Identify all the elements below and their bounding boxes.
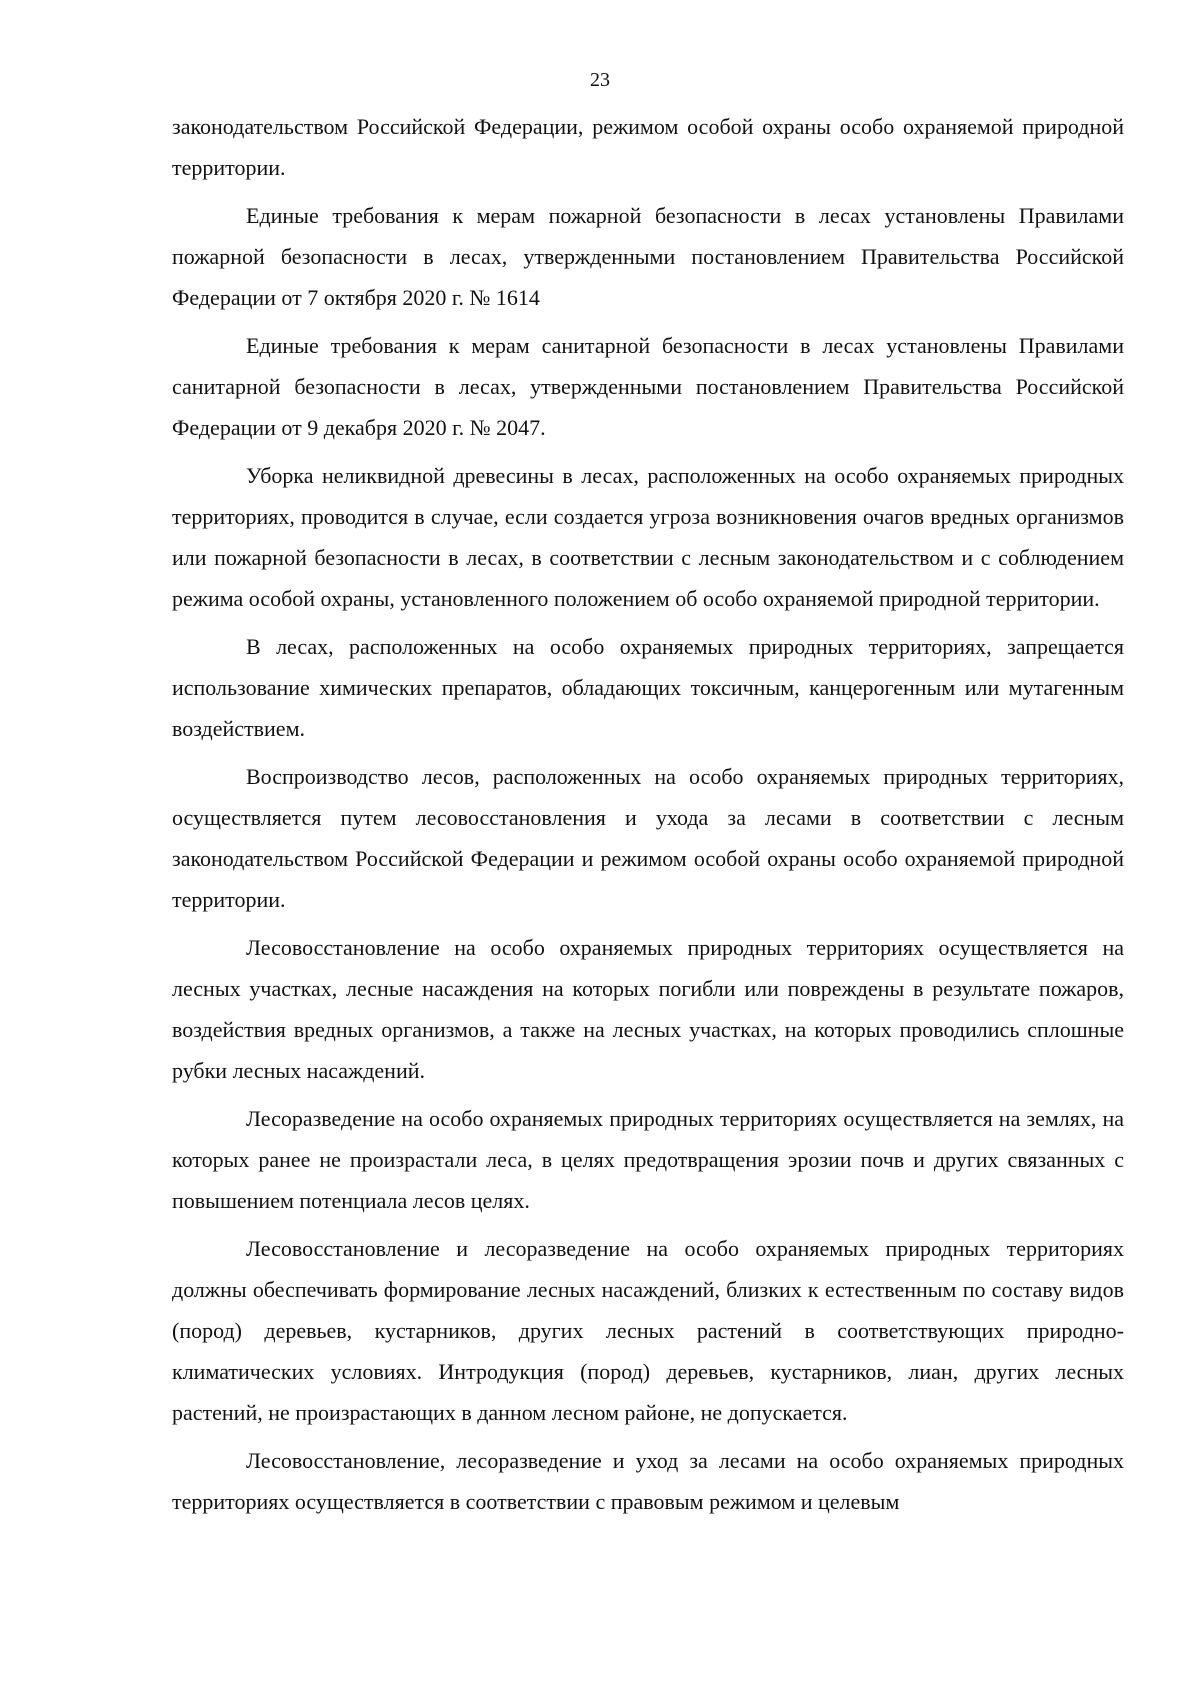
paragraph-fire-safety: Единые требования к мерам пожарной безопасности в лесах установлены Правилами пожарной безопасности в лесах, утвержденными постановлением Правительства Российской Федерации от 7 октября 2020 г. № 1614 xyxy=(172,203,1124,310)
paragraph-reforestation: Лесовосстановление на особо охраняемых природных территориях осуществляется на лесных участках, лесные насаждения на которых погибли или повреждены в результате пожаров, воздействия вредных организмов, а также на лесных участках, на которых проводились сплошные рубки лесных насаждений. xyxy=(172,935,1124,1083)
paragraph-chemicals-ban: В лесах, расположенных на особо охраняемых природных территориях, запрещается использование химических препаратов, обладающих токсичным, канцерогенным или мутагенным воздействием. xyxy=(172,634,1124,741)
paragraph-afforestation: Лесоразведение на особо охраняемых природных территориях осуществляется на землях, на которых ранее не произрастали леса, в целях предотвращения эрозии почв и других связанных с повышением потенциала лесов целях. xyxy=(172,1106,1124,1213)
paragraph-legal-regime: Лесовосстановление, лесоразведение и уход за лесами на особо охраняемых природных территориях осуществляется в соответствии с правовым режимом и целевым xyxy=(172,1448,1124,1514)
document-body xyxy=(172,106,1124,1529)
paragraph-continuation: законодательством Российской Федерации, режимом особой охраны особо охраняемой природной территории. xyxy=(172,114,1124,180)
page-number: 23 xyxy=(590,69,610,91)
paragraph-sanitary-safety: Единые требования к мерам санитарной безопасности в лесах установлены Правилами санитарной безопасности в лесах, утвержденными постановлением Правительства Российской Федерации от 9 декабря 2020 г. № 2047. xyxy=(172,333,1124,440)
paragraph-deadwood-cleanup: Уборка неликвидной древесины в лесах, расположенных на особо охраняемых природных территориях, проводится в случае, если создается угроза возникновения очагов вредных организмов или пожарной безопасности в лесах, в соответствии с лесным законодательством и с соблюдением режима особой охраны, установленного положением об особо охраняемой природной территории. xyxy=(172,463,1124,611)
paragraph-species-composition: Лесовосстановление и лесоразведение на особо охраняемых природных территориях должны обеспечивать формирование лесных насаждений, близких к естественным по составу видов (пород) деревьев, кустарников, других лесных растений в соответствующих природно-климатических условиях. Интродукция (пород) деревьев, кустарников, лиан, других лесных растений, не произрастающих в данном лесном районе, не допускается. xyxy=(172,1236,1124,1425)
paragraph-forest-reproduction: Воспроизводство лесов, расположенных на особо охраняемых природных территориях, осуществляется путем лесовосстановления и ухода за лесами в соответствии с лесным законодательством Российской Федерации и режимом особой охраны особо охраняемой природной территории. xyxy=(172,764,1124,912)
